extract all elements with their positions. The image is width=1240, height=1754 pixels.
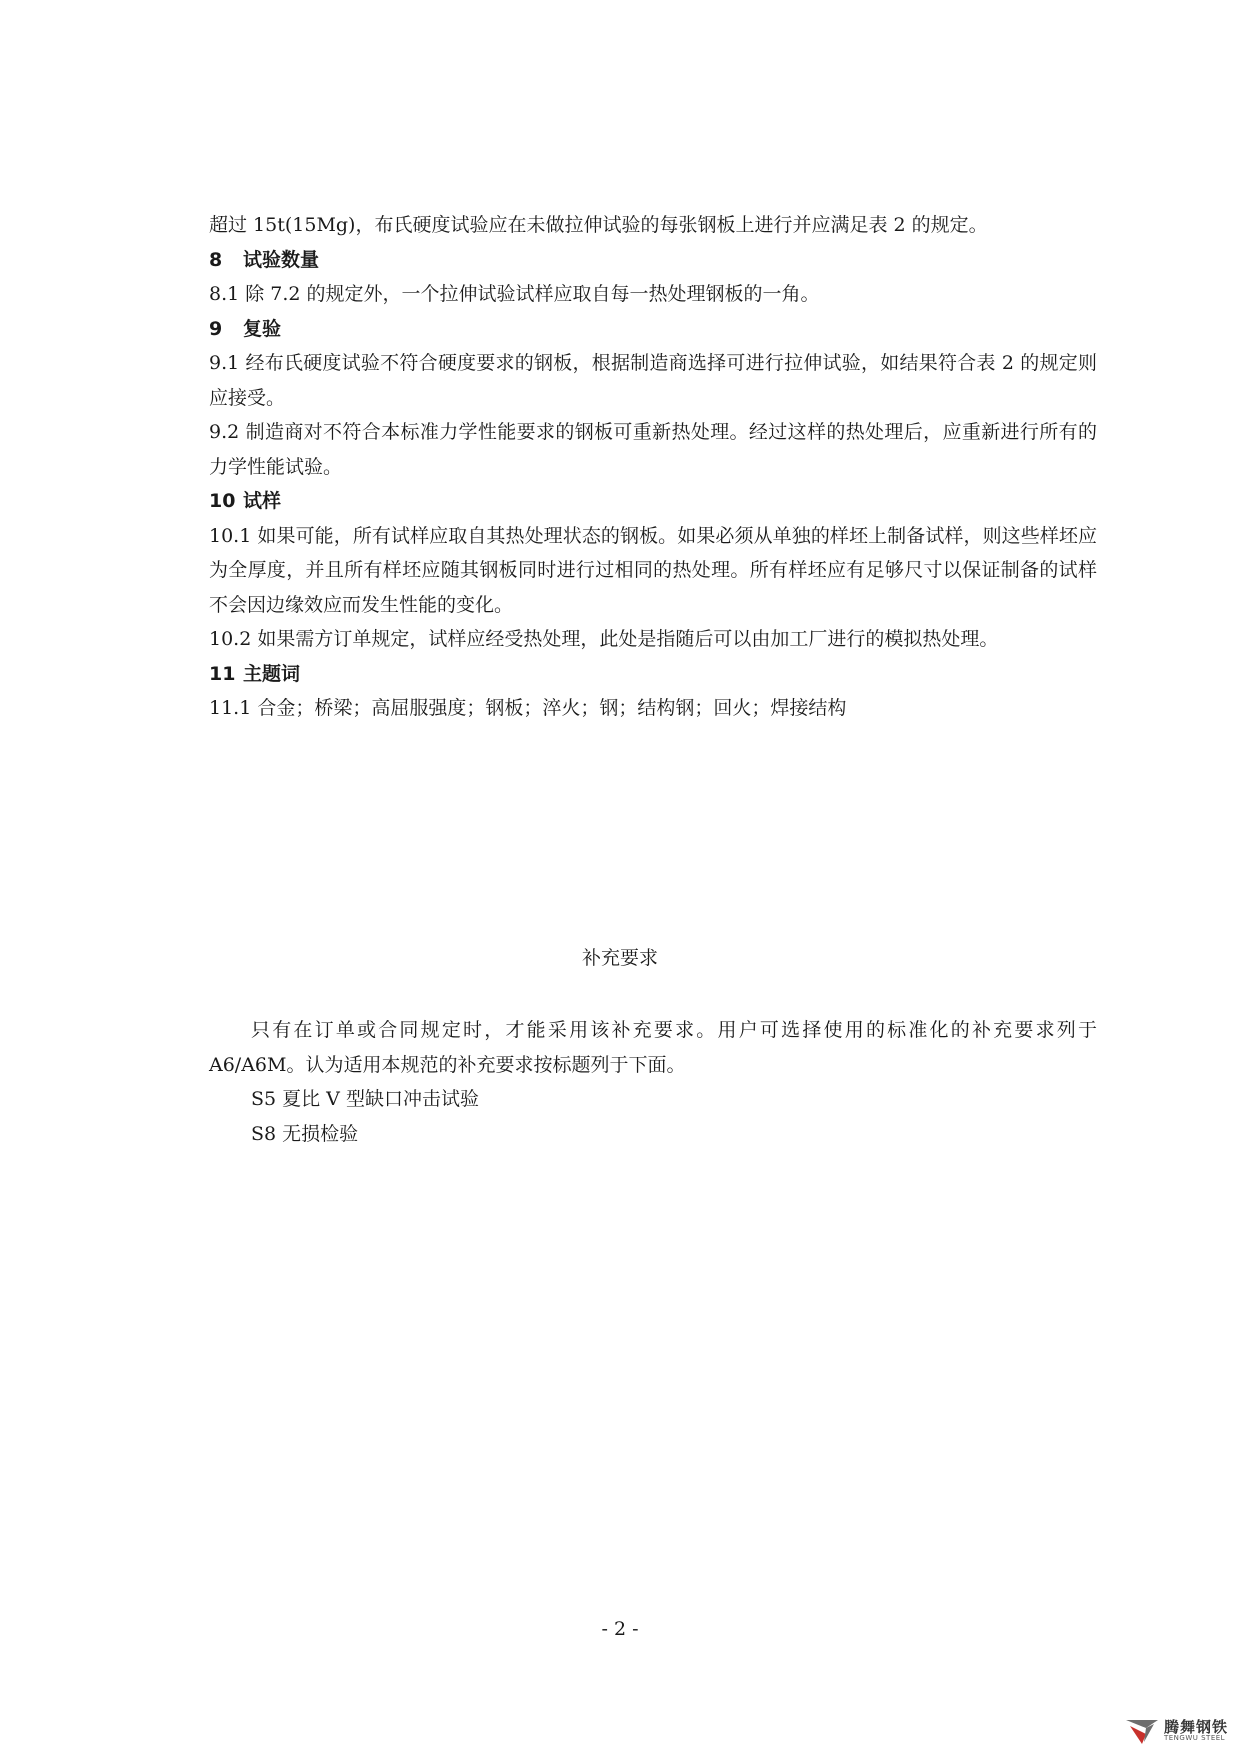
clause-8-1: 8.1 除 7.2 的规定外，一个拉伸试验试样应取自每一热处理钢板的一角。 (209, 283, 820, 305)
section-10-number: 10 (209, 490, 236, 512)
clause-9-2: 9.2 制造商对不符合本标准力学性能要求的钢板可重新热处理。经过这样的热处理后，应重新进行所有的力学性能试验。 (209, 421, 1097, 478)
supplement-item-s5: S5 夏比 V 型缺口冲击试验 (251, 1088, 479, 1110)
company-logo (1124, 1716, 1228, 1746)
clause-9-1: 9.1 经布氏硬度试验不符合硬度要求的钢板，根据制造商选择可进行拉伸试验，如结果符合表 2 的规定则应接受。 (209, 352, 1097, 409)
section-9-heading (209, 312, 1097, 347)
logo-english-name: TENGWU STEEL (1163, 1734, 1226, 1742)
section-10-title: 试样 (243, 490, 282, 512)
section-9-number: 9 (209, 317, 223, 340)
logo-mark-icon (1124, 1716, 1160, 1746)
clause-10-2: 10.2 如果需方订单规定，试样应经受热处理，此处是指随后可以由加工厂进行的模拟热处理。 (209, 628, 999, 650)
supplement-item-s8: S8 无损检验 (251, 1122, 359, 1145)
clause-10-1: 10.1 如果可能，所有试样应取自其热处理状态的钢板。如果必须从单独的样坯上制备试样，则这些样坯应为全厚度，并且所有样坯应随其钢板同时进行过相同的热处理。所有样坯应有足够尺寸以保证制备的试样不会因边缘效应而发生性能的变化。 (209, 524, 1097, 616)
clause-11-1: 11.1 合金；桥梁；高屈服强度；钢板；淬火；钢；结构钢；回火；焊接结构 (209, 697, 847, 719)
section-8-number: 8 (209, 248, 223, 271)
section-8-heading (209, 243, 1097, 278)
section-11-title: 主题词 (243, 662, 301, 685)
section-9-title: 复验 (243, 317, 282, 340)
supplement-body (209, 1013, 1097, 1151)
section-8-title: 试验数量 (243, 248, 320, 271)
section-11-number: 11 (209, 662, 236, 685)
document-body (209, 208, 1097, 726)
section-10-heading (209, 484, 1097, 519)
supplement-title: 补充要求 (581, 947, 658, 969)
page-number: - 2 - (601, 1618, 639, 1640)
continuation-paragraph: 超过 15t(15Mg)，布氏硬度试验应在未做拉伸试验的每张钢板上进行并应满足表 2 的规定。 (209, 214, 988, 236)
section-11-heading (209, 657, 1097, 692)
supplement-intro: 只有在订单或合同规定时，才能采用该补充要求。用户可选择使用的标准化的补充要求列于 A6/A6M。认为适用本规范的补充要求按标题列于下面。 (209, 1019, 1097, 1076)
logo-chinese-name: 腾舞钢铁 (1163, 1718, 1228, 1736)
